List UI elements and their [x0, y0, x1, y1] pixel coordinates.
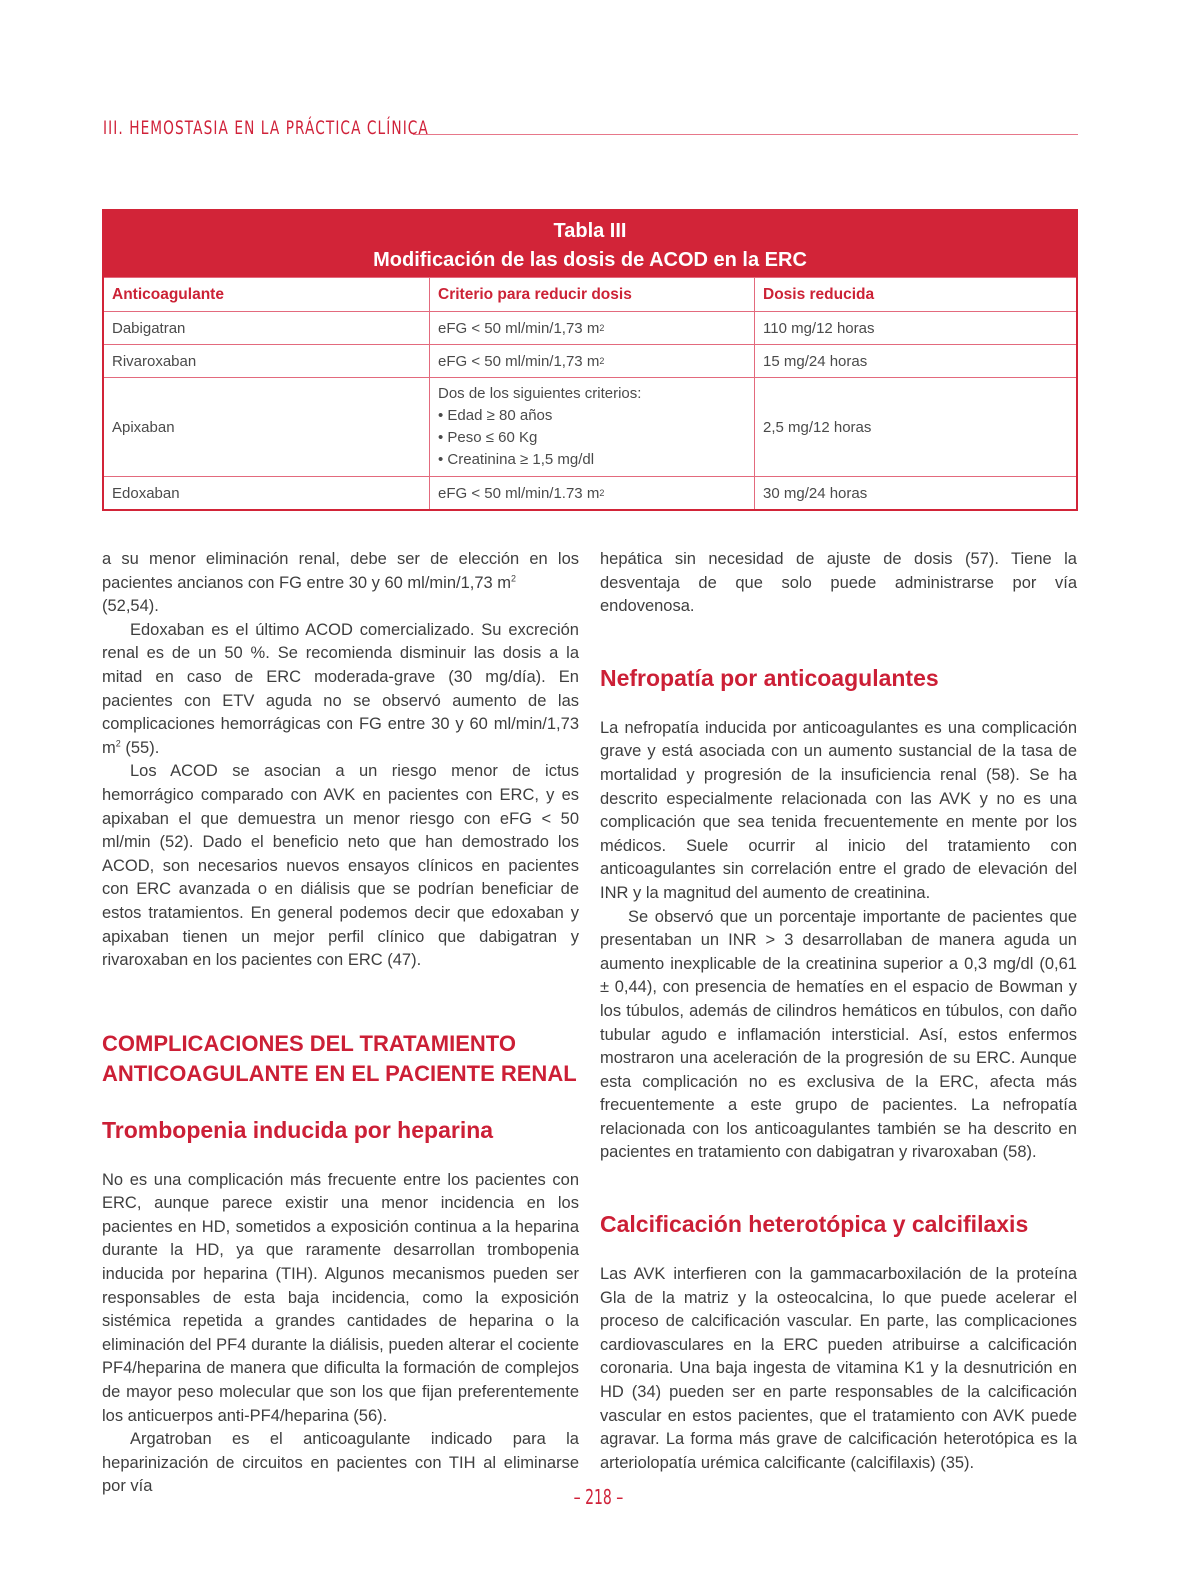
paragraph: [102, 548, 579, 619]
table-subtitle: Modificación de las dosis de ACOD en la ERC: [373, 249, 807, 271]
paragraph: Se observó que un porcentaje importante de pacientes que presentaban un INR > 3 desarrollaban de manera aguda un aumento inexplicable de la creatinina superior a 0,3 mg/dl (0,61 ± 0,44), con presencia de hematíes en el espacio de Bowman y los túbulos, además de cilindros hemáticos en túbulos, con daño tubular agudo e inflamación intersticial. Así, estos enfermos mostraron una aceleración de la progresión de su ERC. Aunque esta complicación no es exclusiva de la ERC, afecta más frecuentemente a este grupo de pacientes. La nefropatía relacionada con los anticoagulantes también se ha descrito en pacientes en tratamiento con dabigatran y rivaroxaban (58).: [600, 907, 1077, 1162]
subsection-title: Trombopenia inducida por heparina: [102, 1116, 494, 1143]
section-title: COMPLICACIONES DEL TRATAMIENTO ANTICOAGULANTE EN EL PACIENTE RENAL: [102, 1030, 577, 1086]
paragraph-text: (52,54).: [102, 597, 159, 616]
column-header: Dosis reducida: [754, 278, 1076, 311]
paragraph: Los ACOD se asocian a un riesgo menor de ictus hemorrágico comparado con AVK en pacientes con ERC, y es apixaban el que demuestra un menor riesgo con eFG < 50 ml/min (52). Dado el beneficio neto que han demostrado los ACOD, son necesarios nuevos ensayos clínicos en pacientes con ERC avanzada o en diálisis que se podrían beneficiar de estos tratamientos. En general podemos decir que edoxaban y apixaban tienen un mejor perfil clínico que dabigatran y rivaroxaban en los pacientes con ERC (47).: [102, 762, 579, 970]
drug-cell: Rivaroxaban: [112, 352, 197, 370]
paragraph: [102, 619, 579, 761]
dose-cell: 2,5 mg/12 horas: [754, 378, 1076, 476]
criterion-text: eFG < 50 ml/min/1,73 m: [438, 319, 600, 337]
criterion-cell: eFG < 50 ml/min/1,73 m 2: [429, 312, 754, 344]
subsection-title: Nefropatía por anticoagulantes: [600, 664, 939, 691]
criterion-cell: [429, 378, 754, 476]
paragraph: La nefropatía inducida por anticoagulantes es una complicación grave y está asociada con un aumento sustancial de la tasa de mortalidad y progresión de la insuficiencia renal (58). Se ha descrito especialmente relacionada con las AVK y no es una complicación que sea tenida frecuentemente en mente por los médicos. Suele ocurrir al inicio del tratamiento con anticoagulantes sin correlación entre el grado de elevación del INR y la magnitud del aumento de creatinina.: [600, 718, 1077, 902]
dose-cell: 30 mg/24 horas: [754, 477, 1076, 509]
dose-table: [102, 209, 1078, 511]
column-header: Anticoagulante: [112, 285, 224, 303]
subsection-title: Calcificación heterotópica y calcifilaxis: [600, 1211, 1029, 1238]
running-head: [103, 110, 1078, 138]
criterion-text: eFG < 50 ml/min/1,73 m: [438, 352, 600, 370]
paragraph-text: a su menor eliminación renal, debe ser de elección en los pacientes ancianos con FG entre 30 y 60 ml/min/1,73 m: [102, 550, 579, 592]
superscript: 2: [511, 573, 517, 584]
criteria-list: [438, 383, 641, 471]
running-head-title: III. HEMOSTASIA EN LA PRÁCTICA CLÍNICA: [103, 117, 429, 139]
criteria-line: • Edad ≥ 80 años: [438, 407, 553, 424]
superscript: 2: [115, 738, 121, 749]
running-head-rule: [413, 134, 1078, 135]
criterion-cell: eFG < 50 ml/min/1,73 m 2: [429, 345, 754, 377]
dose-cell: 110 mg/12 horas: [754, 312, 1076, 344]
table-row: [104, 476, 1076, 509]
table-title: Tabla III: [553, 220, 627, 242]
column-header: Criterio para reducir dosis: [429, 278, 754, 311]
paragraph: hepática sin necesidad de ajuste de dosis (57). Tiene la desventaja de que solo puede administrarse por vía endovenosa.: [600, 550, 1077, 616]
paragraph-text: (55).: [120, 738, 160, 757]
dose-cell: 15 mg/24 horas: [754, 345, 1076, 377]
table-row: [104, 311, 1076, 344]
page-number-text: – 218 –: [573, 1485, 623, 1509]
criteria-line: • Creatinina ≥ 1,5 mg/dl: [438, 451, 595, 468]
drug-cell: Edoxaban: [112, 484, 180, 502]
paragraph: Las AVK interfieren con la gammacarboxilación de la proteína Gla de la matriz y la osteocalcina, lo que puede acelerar el proceso de calcificación vascular. En parte, las complicaciones cardiovasculares en la ERC pueden atribuirse a calcificación coronaria. Una baja ingesta de vitamina K1 y la desnutrición en HD (34) pueden ser en parte responsables de la calcificación vascular en estos pacientes, que el tratamiento con AVK puede agravar. La forma más grave de calcificación heterotópica es la arteriolopatía urémica calcificante (calcifilaxis) (35).: [600, 1265, 1077, 1472]
drug-cell: Apixaban: [112, 418, 175, 436]
table-row: [104, 377, 1076, 476]
criteria-line: Dos de los siguientes criterios:: [438, 385, 642, 402]
criteria-line: • Peso ≤ 60 Kg: [438, 429, 538, 446]
criterion-cell: eFG < 50 ml/min/1.73 m 2: [429, 477, 754, 509]
paragraph: No es una complicación más frecuente entre los pacientes con ERC, aunque parece existir una menor incidencia en los pacientes en HD, sometidos a exposición continua a la heparina durante la HD, ya que raramente desarrollan trombopenia inducida por heparina (TIH). Algunos mecanismos pueden ser responsables de esta baja incidencia, como la exposición sistémica repetida a grandes cantidades de heparina o la eliminación del PF4 durante la diálisis, pueden alterar el cociente PF4/heparina de manera que dificulta la formación de complejos de mayor peso molecular que son los que fijan preferentemente los anticuerpos anti-PF4/heparina (56).: [102, 1170, 579, 1425]
paragraph-text: Edoxaban es el último ACOD comercializado. Su excreción renal es de un 50 %. Se recomienda disminuir las dosis a la mitad en caso de ERC moderada-grave (30 mg/día). En pacientes con ETV aguda no se observó aumento de las complicaciones hemorrágicas con FG entre 30 y 60 ml/min/1,73 m: [102, 620, 579, 757]
left-column: [102, 548, 579, 1499]
page-number: [0, 1485, 1196, 1509]
paragraph: Argatroban es el anticoagulante indicado para la heparinización de circuitos en pacientes con TIH al eliminarse por vía: [102, 1430, 579, 1496]
table-row: [104, 344, 1076, 377]
right-column: [600, 548, 1077, 1475]
drug-cell: Dabigatran: [112, 319, 186, 337]
table-header-row: [104, 277, 1076, 311]
criterion-text: eFG < 50 ml/min/1.73 m: [438, 484, 600, 502]
table-caption: [104, 211, 1076, 277]
